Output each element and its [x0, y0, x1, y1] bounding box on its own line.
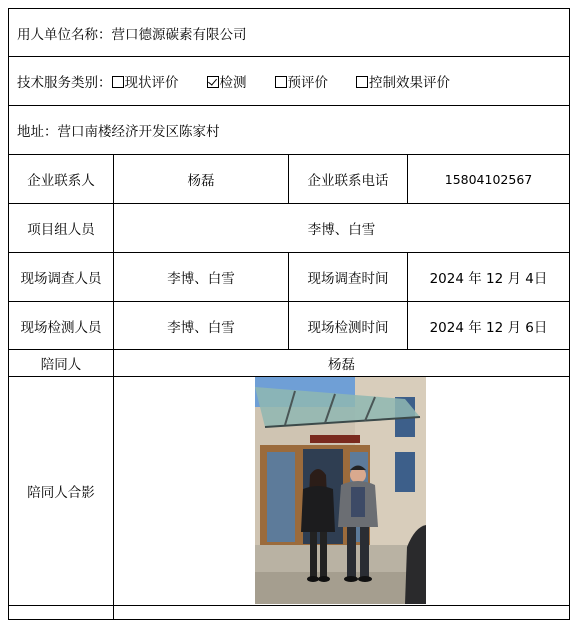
- survey-people-label: 现场调查人员: [9, 253, 114, 302]
- checkbox-control-effect-evaluation[interactable]: [356, 76, 368, 88]
- option-control-effect-label: 控制效果评价: [369, 75, 450, 91]
- option-control-effect-evaluation[interactable]: [356, 75, 450, 91]
- service-category-row: [9, 57, 570, 106]
- test-people-value: 李博、白雪: [114, 302, 289, 350]
- unit-row: [9, 9, 570, 57]
- test-time-label: 现场检测时间: [289, 302, 408, 350]
- unit-label: 用人单位名称：: [17, 26, 112, 43]
- escort-label: 陪同人: [9, 350, 114, 377]
- survey-people-value: 李博、白雪: [114, 253, 289, 302]
- phone-value: 15804102567: [408, 155, 570, 204]
- checkbox-testing-checked[interactable]: [207, 76, 219, 88]
- team-value: 李博、白雪: [114, 204, 570, 253]
- option-current-evaluation-label: 现状评价: [124, 75, 179, 91]
- inspection-record-table: [8, 8, 570, 620]
- test-people-label: 现场检测人员: [9, 302, 114, 350]
- survey-time-value: 2024 年 12 月 4日: [408, 253, 570, 302]
- address-row: [9, 106, 570, 155]
- checkbox-pre-evaluation[interactable]: [275, 76, 287, 88]
- option-pre-evaluation-label: 预评价: [287, 75, 328, 91]
- option-testing[interactable]: [207, 75, 247, 91]
- unit-value: 营口德源碳素有限公司: [111, 26, 247, 43]
- contact-value: 杨磊: [114, 155, 289, 204]
- empty-cell-right: [114, 606, 570, 620]
- option-testing-label: 检测: [219, 75, 247, 91]
- checkbox-current-evaluation[interactable]: [112, 76, 124, 88]
- team-label: 项目组人员: [9, 204, 114, 253]
- photo-cell: [114, 377, 570, 606]
- photo-label: 陪同人合影: [9, 377, 114, 606]
- contact-label: 企业联系人: [9, 155, 114, 204]
- group-photo: [255, 377, 426, 604]
- option-pre-evaluation[interactable]: [275, 75, 329, 91]
- survey-time-label: 现场调查时间: [289, 253, 408, 302]
- address-value: 营口南楼经济开发区陈家村: [57, 124, 220, 140]
- address-label: 地址：: [17, 124, 58, 140]
- test-time-value: 2024 年 12 月 6日: [408, 302, 570, 350]
- phone-label: 企业联系电话: [289, 155, 408, 204]
- option-current-evaluation[interactable]: [112, 75, 179, 91]
- empty-cell-left: [9, 606, 114, 620]
- escort-value: 杨磊: [114, 350, 570, 377]
- service-label: 技术服务类别：: [17, 75, 112, 91]
